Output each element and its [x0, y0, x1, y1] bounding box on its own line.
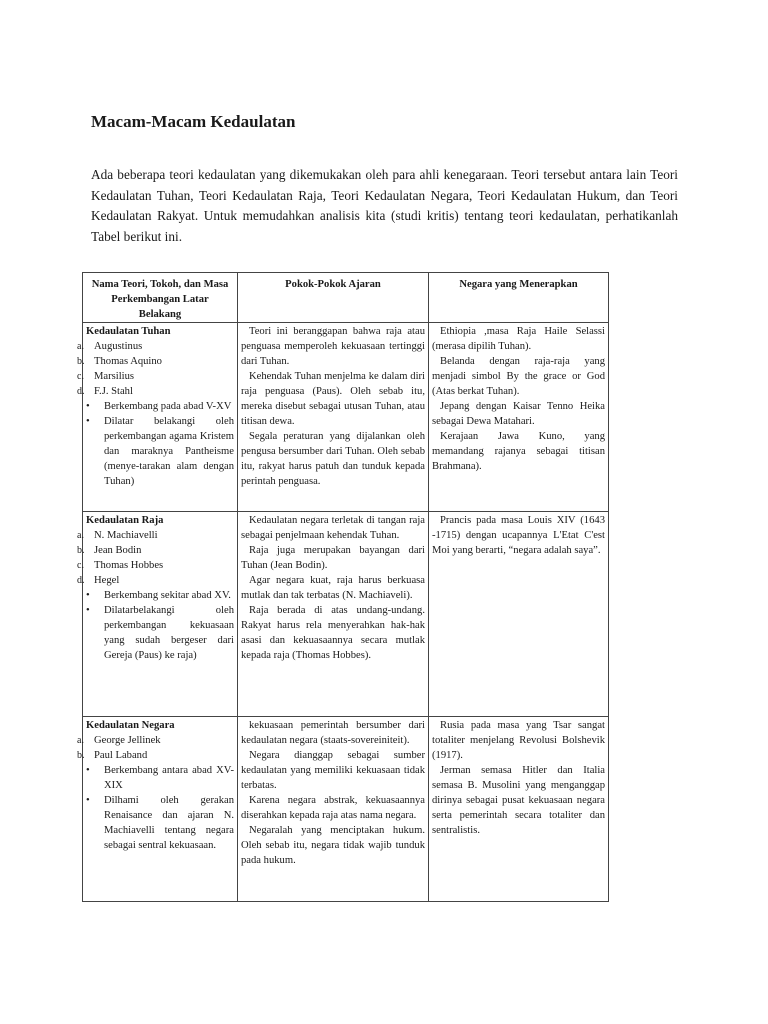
teaching-cell — [238, 323, 429, 512]
background-text: Dilhami oleh gerakan Renaisance dan ajaran N. Machiavelli tentang negara sebagai sentral kekuasaan. — [104, 795, 234, 851]
figure-name: George Jellinek — [94, 735, 161, 746]
figure-name: Jean Bodin — [94, 545, 142, 556]
bullet-icon: • — [86, 765, 90, 776]
country-cell — [429, 717, 609, 902]
country-point: Prancis pada masa Louis XIV (1643 -1715) dengan ucapannya L'Etat C'est Moi yang berarti, “negara adalah saya”. — [432, 515, 605, 556]
background-list — [86, 763, 234, 853]
teaching-point: Kehendak Tuhan menjelma ke dalam diri raja penguasa (Paus). Oleh sebab itu, mereka disebut sebagai utusan Tuhan, atau titisan dewa. — [241, 371, 425, 427]
figure-name: Thomas Hobbes — [94, 560, 164, 571]
list-marker: b. — [77, 545, 85, 556]
list-marker: a. — [77, 341, 84, 352]
theory-name: Kedaulatan Negara — [86, 720, 175, 731]
figure-item — [77, 384, 234, 399]
teaching-point: Karena negara abstrak, kekuasaannya diserahkan kepada raja atas nama negara. — [241, 795, 425, 821]
figure-name: Marsilius — [94, 371, 135, 382]
background-list — [86, 588, 234, 663]
figure-item — [77, 733, 234, 748]
figure-item — [77, 528, 234, 543]
theory-cell — [77, 323, 238, 512]
bullet-icon: • — [86, 416, 90, 427]
bullet-icon: • — [86, 795, 90, 806]
background-text: Berkembang pada abad V-XV — [104, 401, 232, 412]
list-marker: d. — [77, 386, 85, 397]
figure-item — [77, 369, 234, 384]
figure-name: Thomas Aquino — [94, 356, 162, 367]
list-marker: b. — [77, 356, 85, 367]
teaching-point: Raja berada di atas undang-undang. Rakyat harus rela menyerahkan hak-hak asasi dan kekuasaannya secara mutlak kepada raja (Thomas Hobbes). — [241, 605, 425, 661]
background-item — [86, 399, 234, 414]
teaching-point: Negaralah yang menciptakan hukum. Oleh sebab itu, negara tidak wajib tunduk pada hukum. — [241, 825, 425, 866]
country-point: Ethiopia ,masa Raja Haile Selassi (merasa dipilih Tuhan). — [432, 326, 605, 352]
background-item — [86, 793, 234, 853]
bullet-icon: • — [86, 605, 90, 616]
list-marker: a. — [77, 530, 84, 541]
sovereignty-table — [77, 272, 609, 902]
figure-item — [77, 573, 234, 588]
theory-name: Kedaulatan Raja — [86, 515, 164, 526]
teaching-point: kekuasaan pemerintah bersumber dari kedaulatan negara (staats-sovereiniteit). — [241, 720, 425, 746]
teaching-point: Raja juga merupakan bayangan dari Tuhan (Jean Bodin). — [241, 545, 425, 571]
bullet-icon: • — [86, 401, 90, 412]
country-point: Rusia pada masa yang Tsar sangat totaliter menjelang Revolusi Bolshevik (1917). — [432, 720, 605, 761]
background-item — [86, 763, 234, 793]
teaching-point: Teori ini beranggapan bahwa raja atau penguasa memperoleh kekuasaan tertinggi dari Tuhan. — [241, 326, 425, 367]
country-point: Jepang dengan Kaisar Tenno Heika sebagai Dewa Matahari. — [432, 401, 605, 427]
teaching-cell — [238, 512, 429, 717]
background-list — [86, 399, 234, 489]
background-text: Dilatarbelakangi oleh perkembangan kekuasaan yang sudah bergeser dari Gereja (Paus) ke raja) — [104, 605, 234, 661]
country-point: Kerajaan Jawa Kuno, yang memandang rajanya sebagai titisan Brahmana). — [432, 431, 605, 472]
figure-item — [77, 748, 234, 763]
background-item — [86, 414, 234, 489]
list-marker: c. — [77, 371, 84, 382]
country-point: Belanda dengan raja-raja yang menjadi simbol By the grace or God (Atas berkat Tuhan). — [432, 356, 605, 397]
figure-name: F.J. Stahl — [94, 386, 133, 397]
intro-paragraph: Ada beberapa teori kedaulatan yang dikemukakan oleh para ahli kenegaraan. Teori tersebut antara lain Teori Kedaulatan Tuhan, Teori Kedaulatan Raja, Teori Kedaulatan Negara, Teori Kedaulatan Hukum, dan Teori Kedaulatan Rakyat. Untuk memudahkan analisis kita (studi kritis) tentang teori kedaulatan, perhatikanlah Tabel berikut ini. — [91, 167, 678, 244]
table-row — [83, 512, 609, 717]
list-marker: d. — [77, 575, 85, 586]
bullet-icon: • — [86, 590, 90, 601]
page-title: Macam-Macam Kedaulatan — [91, 112, 296, 131]
header-cell: Nama Teori, Tokoh, dan Masa Perkembangan Latar Belakang — [83, 273, 238, 323]
teaching-point: Negara dianggap sebagai sumber kedaulatan yang memiliki kekuasaan tidak terbatas. — [241, 750, 425, 791]
table-header-row — [83, 273, 609, 323]
table-row — [83, 717, 609, 902]
figure-item — [77, 543, 234, 558]
teaching-point: Segala peraturan yang dijalankan oleh pengusa bersumber dari Tuhan. Oleh sebab itu, rakyat harus patuh dan tunduk kepada perintah penguasa. — [241, 431, 425, 487]
background-text: Berkembang antara abad XV-XIX — [104, 765, 234, 791]
country-point: Jerman semasa Hitler dan Italia semasa B. Musolini yang menganggap dirinya sebagai pusat kekuasaan negara serta pemerintah secara totaliter dan sentralistis. — [432, 765, 605, 836]
figure-item — [77, 339, 234, 354]
figure-item — [77, 354, 234, 369]
figure-item — [77, 558, 234, 573]
theory-name: Kedaulatan Tuhan — [86, 326, 171, 337]
list-marker: a. — [77, 735, 84, 746]
header-cell: Pokok-Pokok Ajaran — [238, 273, 429, 323]
figures-list — [77, 733, 234, 763]
background-text: Dilatar belakangi oleh perkembangan agama Kristem dan maraknya Pantheisme (menye-tarakan alam dengan Tuhan) — [104, 416, 234, 487]
teaching-point: Agar negara kuat, raja harus berkuasa mutlak dan tak terbatas (N. Machiaveli). — [241, 575, 425, 601]
figure-name: Hegel — [94, 575, 120, 586]
figure-name: N. Machiavelli — [94, 530, 158, 541]
background-text: Berkembang sekitar abad XV. — [104, 590, 231, 601]
country-cell — [429, 323, 609, 512]
theory-cell — [77, 512, 238, 717]
figure-name: Augustinus — [94, 341, 143, 352]
figures-list — [77, 528, 234, 588]
background-item — [86, 603, 234, 663]
list-marker: c. — [77, 560, 84, 571]
figure-name: Paul Laband — [94, 750, 148, 761]
theory-cell — [77, 717, 238, 902]
teaching-point: Kedaulatan negara terletak di tangan raja sebagai penjelmaan kehendak Tuhan. — [241, 515, 425, 541]
list-marker: b. — [77, 750, 85, 761]
header-cell: Negara yang Menerapkan — [429, 273, 609, 323]
figures-list — [77, 339, 234, 399]
background-item — [86, 588, 234, 603]
table-row — [83, 323, 609, 512]
country-cell — [429, 512, 609, 717]
teaching-cell — [238, 717, 429, 902]
